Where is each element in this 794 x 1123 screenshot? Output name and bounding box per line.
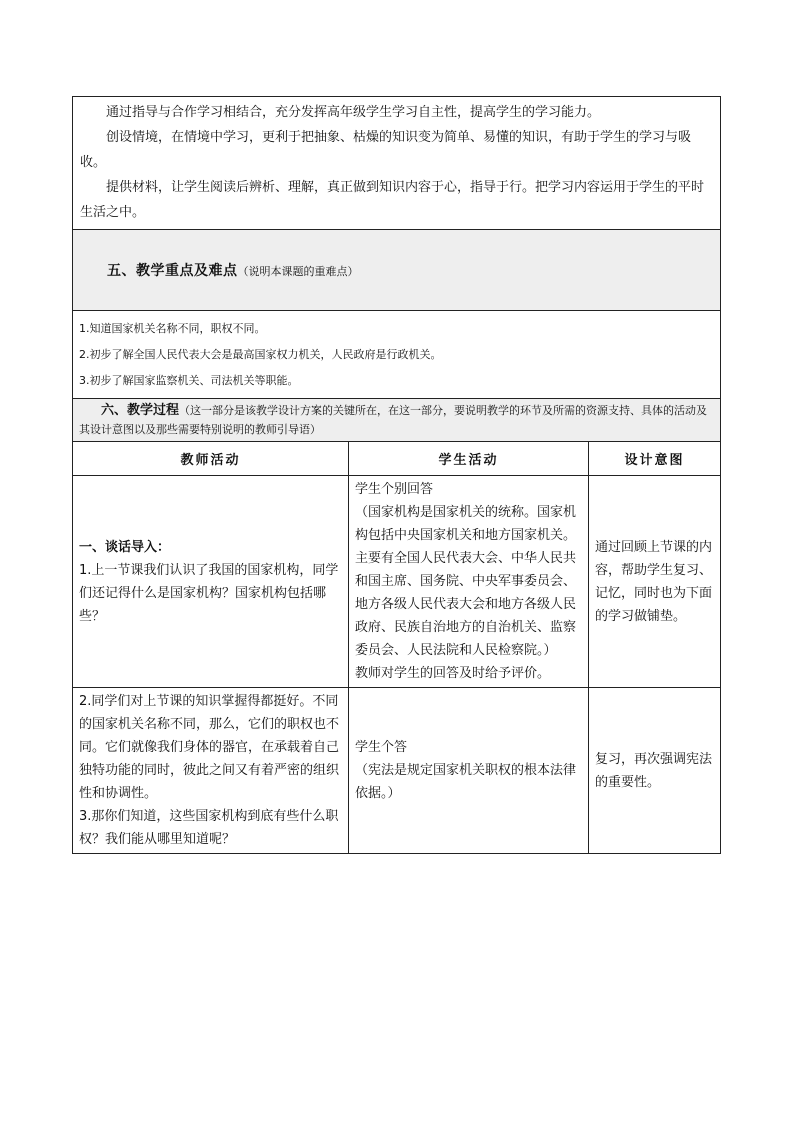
keypoints-row: [73, 311, 721, 399]
keypoint-item: 2.初步了解全国人民代表大会是最高国家权力机关，人民政府是行政机关。: [79, 348, 442, 361]
teacher-activity-text: 3.那你们知道，这些国家机构到底有些什么职权？我们能从哪里知道呢？: [79, 809, 339, 847]
process-row-2: [73, 688, 721, 854]
student-activity-text: 学生个别回答: [355, 482, 434, 497]
section6-header-row: [73, 399, 721, 442]
section6-note: （这一部分是该教学设计方案的关键所在，在这一部分，要说明教学的环节及所需的资源支持、具体的活动及其设计意图以及那些需要特别说明的教师引导语）: [79, 404, 708, 436]
method-paragraph: 通过指导与合作学习相结合，充分发挥高年级学生学习自主性，提高学生的学习能力。: [106, 105, 601, 120]
teacher-activity-cell: [73, 688, 349, 854]
method-paragraph: 创设情境，在情境中学习，更利于把抽象、枯燥的知识变为简单、易懂的知识，有助于学生的学习与吸收。: [80, 130, 692, 170]
column-header-teacher: 教师活动: [73, 442, 349, 476]
student-activity-text: 学生个答: [355, 740, 408, 755]
keypoint-item: 1.知道国家机关名称不同，职权不同。: [79, 322, 266, 335]
teacher-activity-text: 1.上一节课我们认识了我国的国家机构，同学们还记得什么是国家机构？国家机构包括哪些？: [79, 562, 339, 624]
section5-heading: [73, 260, 720, 280]
section6-title: 六、教学过程: [101, 403, 180, 418]
column-header-row: [73, 442, 721, 476]
design-intent-text: 复习，再次强调宪法的重要性。: [595, 751, 713, 790]
student-activity-cell: [349, 688, 589, 854]
section5-note: （说明本课题的重难点）: [237, 265, 359, 278]
section6-header-cell: [73, 399, 721, 442]
process-row-1: [73, 476, 721, 688]
keypoints-cell: [73, 311, 721, 399]
design-intent-cell: [589, 688, 721, 854]
student-activity-text: （国家机构是国家机关的统称。国家机构包括中央国家机关和地方国家机关。主要有全国人民代表大会、中华人民共和国主席、国务院、中央军事委员会、地方各级人民代表大会和地方各级人民政府、民族自治地方的自治机关、监察委员会、人民法院和人民检察院。）: [355, 505, 577, 658]
section5-header-cell: [73, 230, 721, 311]
lesson-plan-table: [72, 96, 721, 854]
student-activity-cell: [349, 476, 589, 688]
design-intent-text: 通过回顾上节课的内容，帮助学生复习、记忆，同时也为下面的学习做铺垫。: [595, 539, 713, 624]
teaching-methods-row: [73, 97, 721, 230]
column-header-student: 学生活动: [349, 442, 589, 476]
method-paragraph: 提供材料，让学生阅读后辨析、理解，真正做到知识内容于心，指导于行。把学习内容运用于学生的平时生活之中。: [80, 180, 705, 220]
section5-title: 五、教学重点及难点: [107, 263, 238, 279]
teacher-activity-cell: [73, 476, 349, 688]
student-activity-text: 教师对学生的回答及时给予评价。: [355, 666, 551, 681]
teaching-methods-cell: [73, 97, 721, 230]
column-header-intent: 设计意图: [589, 442, 721, 476]
design-intent-cell: [589, 476, 721, 688]
keypoint-item: 3.初步了解国家监察机关、司法机关等职能。: [79, 374, 299, 387]
section5-header-row: [73, 230, 721, 311]
teacher-activity-text: 2.同学们对上节课的知识掌握得都挺好。不同的国家机关名称不同，那么，它们的职权也不同。它们就像我们身体的器官，在承载着自己独特功能的同时，彼此之间又有着严密的组织性和协调性。: [79, 694, 340, 801]
student-activity-text: （宪法是规定国家机关职权的根本法律依据。）: [355, 763, 577, 801]
teacher-activity-heading: 一、谈话导入：: [79, 539, 171, 555]
